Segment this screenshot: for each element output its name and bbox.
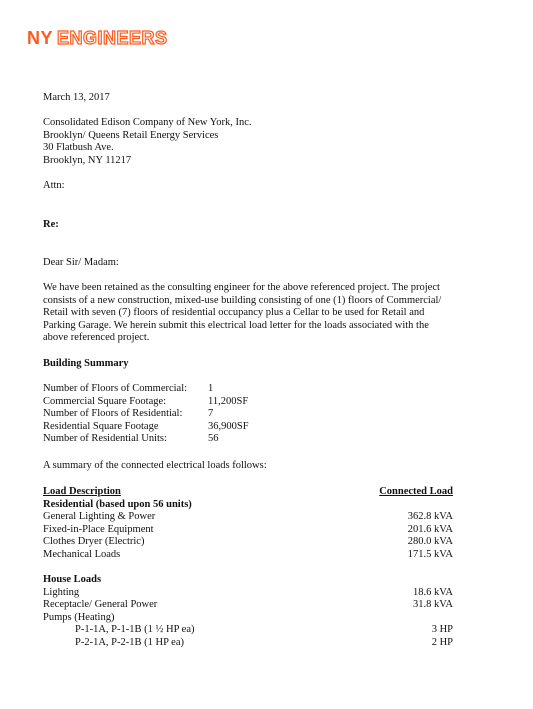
summary-label: Number of Floors of Residential: — [43, 408, 183, 419]
load-label: Mechanical Loads — [43, 548, 121, 560]
load-row — [43, 599, 453, 612]
letter-date: March 13, 2017 — [43, 92, 110, 103]
summary-label: Number of Residential Units: — [43, 433, 167, 444]
col-load-description: Load Description — [43, 486, 121, 497]
load-value: 171.5 kVA — [407, 548, 453, 560]
body-line: above referenced project. — [43, 332, 150, 343]
address-line-2: Brooklyn/ Queens Retail Energy Services — [43, 129, 219, 141]
load-value: 31.8 kVA — [412, 599, 453, 610]
pump-row — [43, 637, 453, 650]
pump-label: P-2-1A, P-2-1B (1 HP ea) — [75, 636, 184, 648]
pump-label: P-1-1A, P-1-1B (1 ½ HP ea) — [75, 624, 195, 635]
summary-label: Number of Floors of Commercial: — [43, 383, 188, 394]
re-line: Re: — [43, 219, 59, 230]
summary-value: 1 — [208, 383, 214, 394]
summary-value: 7 — [208, 408, 214, 419]
summary-value: 11,200SF — [208, 395, 249, 407]
body-line: Parking Garage. We herein submit this electrical load letter for the loads associated with the — [43, 319, 429, 331]
load-value: 280.0 kVA — [407, 536, 453, 547]
building-summary-heading: Building Summary — [43, 358, 129, 369]
summary-value: 56 — [208, 433, 219, 444]
load-value: 201.6 kVA — [407, 523, 453, 535]
body-line: consists of a new construction, mixed-use building consisting of one (1) floors of Commercial/ — [43, 294, 442, 306]
salutation: Dear Sir/ Madam: — [43, 257, 119, 268]
logo-engineers: ENGINEERS — [57, 28, 168, 48]
load-label: Receptacle/ General Power — [43, 599, 158, 610]
col-connected-load: Connected Load — [379, 486, 453, 497]
load-label: General Lighting & Power — [43, 511, 156, 522]
summary-label: Residential Square Footage — [43, 420, 159, 432]
load-label: Clothes Dryer (Electric) — [43, 536, 145, 547]
load-row — [43, 612, 453, 625]
load-label: Fixed-in-Place Equipment — [43, 523, 154, 535]
pump-value: 3 HP — [431, 624, 453, 635]
attn-line: Attn: — [43, 180, 65, 191]
load-label: Lighting — [43, 586, 80, 598]
summary-value: 36,900SF — [208, 420, 249, 432]
logo-ny: NY — [27, 28, 54, 48]
load-label: Pumps (Heating) — [43, 611, 115, 623]
load-row — [43, 524, 453, 537]
pump-row — [43, 624, 453, 637]
summary-label: Commercial Square Footage: — [43, 395, 167, 407]
load-row — [43, 587, 453, 600]
load-row — [43, 511, 453, 524]
address-line-3: 30 Flatbush Ave. — [43, 142, 114, 153]
load-value: 362.8 kVA — [407, 511, 453, 522]
pump-value: 2 HP — [431, 636, 453, 648]
address-line-1: Consolidated Edison Company of New York, Inc. — [43, 117, 252, 128]
body-line: We have been retained as the consulting engineer for the above referenced project. The project — [43, 282, 440, 293]
body-paragraph — [43, 282, 473, 345]
address-line-4: Brooklyn, NY 11217 — [43, 154, 132, 166]
load-row — [43, 549, 453, 562]
house-loads-heading: House Loads — [43, 574, 102, 585]
load-value: 18.6 kVA — [412, 586, 453, 598]
summary-intro: A summary of the connected electrical loads follows: — [43, 460, 267, 471]
load-row — [43, 536, 453, 549]
body-line: Retail with seven (7) floors of residential occupancy plus a Cellar to be used for Retail and — [43, 307, 425, 318]
residential-heading: Residential (based upon 56 units) — [43, 498, 192, 510]
company-logo — [27, 28, 168, 49]
loads-header-row — [43, 486, 453, 499]
